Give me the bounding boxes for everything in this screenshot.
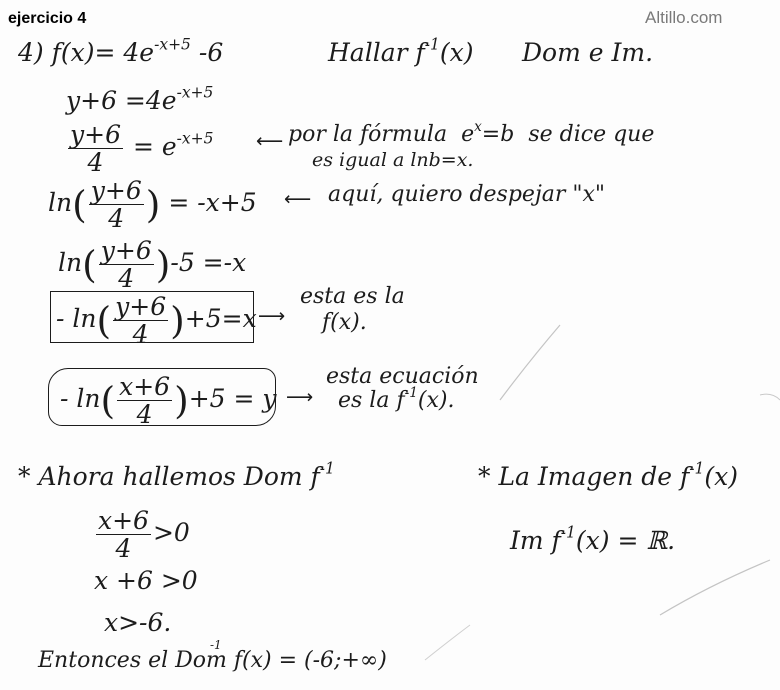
problem-statement <box>18 35 224 67</box>
domain-step-2: x +6 >0 <box>94 566 198 595</box>
domain-conclusion-sup: -1 <box>210 638 222 652</box>
asterisk-icon: * <box>478 462 491 491</box>
step-3: ln( $\frac{y+6}{4}$ ) = -x+5 <box>48 176 257 233</box>
domain-step-3: x>-6. <box>104 608 172 637</box>
step-2-note-line1: por la fórmula $e^x=b$ se dice que <box>288 118 655 147</box>
function-exponent: -x+5 <box>154 35 191 54</box>
arrow-icon: ⟵ <box>256 130 284 152</box>
image-result: Im $f^{-1}(x)$ = ℝ. <box>510 523 676 555</box>
image-heading: * La Imagen de $f^{-1}(x)$ <box>478 459 738 491</box>
problem-number: 4) <box>18 38 44 67</box>
domain-heading: * Ahora hallemos Dom $f^{-1}$ <box>18 459 335 491</box>
step-2-note-line2: es igual a lnb=x. <box>312 149 474 171</box>
asterisk-icon: * <box>18 462 31 491</box>
step-5: - ln( $\frac{y+6}{4}$ )+5=x <box>56 292 257 349</box>
function-tail: -6 <box>198 38 224 67</box>
step-3-note: aquí, quiero despejar "x" <box>328 182 606 207</box>
step-6-note-line1: esta ecuación <box>326 364 479 389</box>
step-6: - ln( $\frac{x+6}{4}$ )+5 = y <box>60 372 277 429</box>
function-definition: f(x)= 4e <box>51 38 155 67</box>
step-6-note-line2: es la $f^{-1}(x)$. <box>338 384 455 413</box>
task-text: Hallar $f^{-1}(x)$ <box>328 35 474 67</box>
step-2: $\frac{y+6}{4}$ = $e^{-x+5}$ <box>70 120 214 177</box>
fraction: $\frac{y+6}{4}$ <box>70 120 121 177</box>
arrow-icon: ⟶ <box>258 305 286 327</box>
arrow-icon: ⟶ <box>286 386 314 408</box>
domain-step-1: $\frac{x+6}{4}$ >0 <box>98 506 190 563</box>
step-5-note-line2: f(x). <box>322 310 367 335</box>
step-4: ln( $\frac{y+6}{4}$ )-5 =-x <box>58 236 247 293</box>
arrow-icon: ⟵ <box>284 188 312 210</box>
step-5-note-line1: esta es la <box>300 284 405 309</box>
dom-im-text: Dom e Im. <box>522 38 654 67</box>
page-title: ejercicio 4 <box>8 10 87 27</box>
step-1: $y+6 =4e^{-x+5}$ <box>66 83 214 115</box>
domain-conclusion: Entonces el Dom f(x) = (-6;+∞) <box>38 648 387 673</box>
watermark: Altillo.com <box>645 8 723 27</box>
